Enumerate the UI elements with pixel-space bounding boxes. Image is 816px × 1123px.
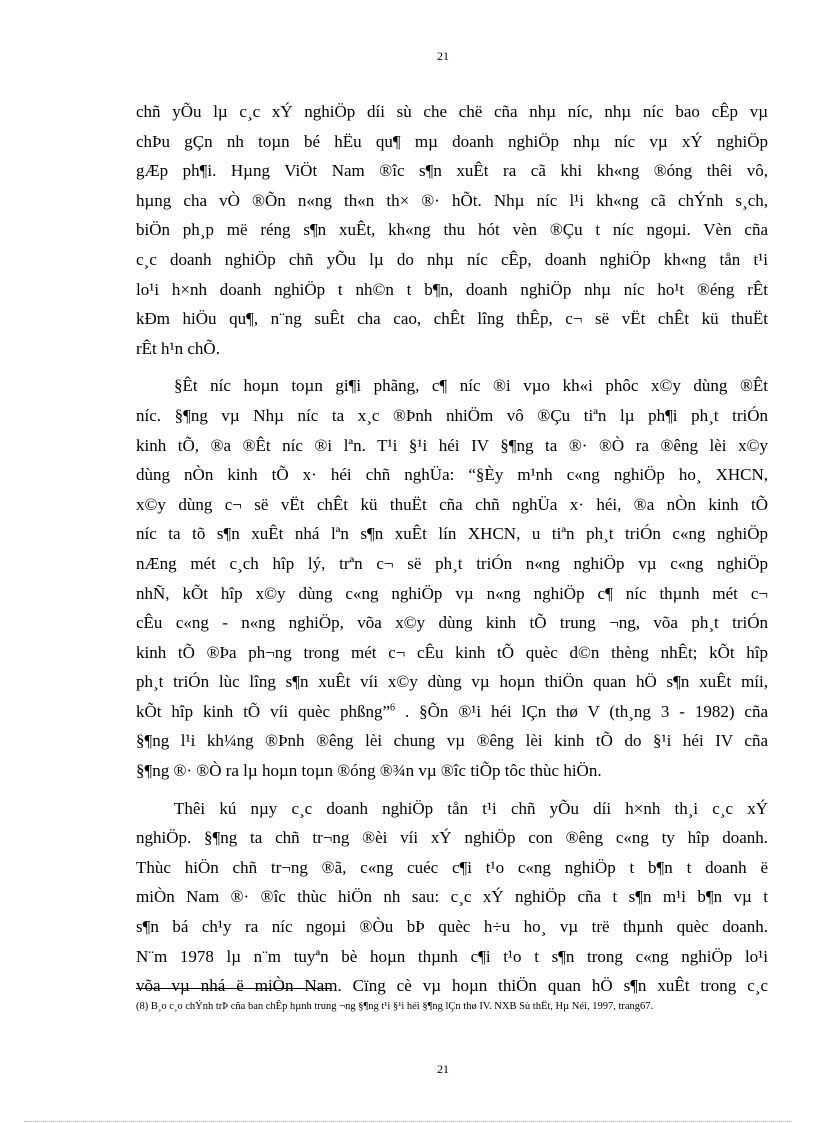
text-segment: kÕt hîp kinh tÕ víi quèc phßng”: [136, 701, 391, 721]
text-line: s¶n bá ch¹y ra níc ngoµi ®Òu bÞ quèc h÷u ho¸ vµ trë thµnh quèc doanh.: [136, 917, 768, 937]
text-line: kÐm hiÖu qu¶, n¨ng suÊt cha cao, chÊt lîng thÊp, c¬ së vËt chÊt kü thuËt: [136, 309, 768, 329]
text-line: c¸c doanh nghiÖp chñ yÕu lµ do nhµ níc cÊp, doanh nghiÖp kh«ng tån t¹i: [136, 249, 768, 269]
text-line: Thùc hiÖn chñ tr¬ng ®ã, c«ng cuéc c¶i t¹o c«ng nghiÖp t b¶n t doanh ë: [136, 857, 768, 877]
paragraph-1: [136, 97, 768, 363]
text-line: N¨m 1978 lµ n¨m tuyªn bè hoµn thµnh c¶i t¹o t s¶n trong c«ng nghiÖp lo¹i: [136, 946, 768, 966]
text-line: §Êt níc hoµn toµn gi¶i phãng, c¶ níc ®i vµo kh«i phôc x©y dùng ®Êt: [174, 376, 768, 396]
page-number-top: 21: [437, 49, 449, 63]
text-line-with-footnote: [136, 697, 768, 727]
text-line: ph¸t triÓn lùc lîng s¶n xuÊt víi x©y dùng vµ hoµn thiÖn quan hÖ s¶n xuÊt míi,: [136, 672, 768, 692]
text-line: miÒn Nam ®· ®îc thùc hiÖn nh sau: c¸c xÝ nghiÖp cña t s¶n m¹i b¶n vµ t: [136, 887, 768, 907]
text-line: dùng nÒn kinh tÕ x· héi chñ nghÜa: “§Èy m¹nh c«ng nghiÖp ho¸ XHCN,: [136, 465, 768, 485]
text-line: chñ yÕu lµ c¸c xÝ nghiÖp díi sù che chë cña nhµ níc, nhµ níc bao cÊp vµ: [136, 102, 768, 121]
page-bottom-border: [24, 1121, 792, 1122]
text-line: §¶ng l¹i kh¼ng ®Þnh ®êng lèi chung vµ ®êng lèi kinh tÕ do §¹i héi IV cña: [136, 731, 768, 751]
footnote-reference[interactable]: 6: [390, 702, 396, 714]
text-line: níc ta tõ s¶n xuÊt nhá lªn s¶n xuÊt lín XHCN, u tiªn ph¸t triÓn c«ng nghiÖp: [136, 524, 768, 544]
text-line: gÆp ph¶i. Hµng ViÖt Nam ®îc s¶n xuÊt ra cã khi kh«ng ®óng thêi vô,: [136, 161, 768, 181]
paragraph-2: [136, 371, 768, 785]
page-number-bottom: 21: [437, 1062, 449, 1076]
text-line: nghiÖp. §¶ng ta chñ tr¬ng ®èi víi xÝ nghiÖp con ®êng c«ng ty hîp doanh.: [136, 828, 768, 848]
paragraph-3: [136, 794, 768, 1001]
text-line: níc. §¶ng vµ Nhµ níc ta x¸c ®Þnh nhiÖm vô ®Çu tiªn lµ ph¶i ph¸t triÓn: [136, 405, 768, 425]
footnote-separator: [136, 988, 332, 989]
text-line: Thêi kú nµy c¸c doanh nghiÖp tån t¹i chñ yÕu díi h×nh th¸i c¸c xÝ: [174, 798, 768, 818]
text-line: cÊu c«ng - n«ng nghiÖp, võa x©y dùng kinh tÕ trung ¬ng, võa ph¸t triÓn: [136, 613, 768, 633]
text-line: rÊt h¹n chÕ.: [136, 338, 220, 358]
text-line: kinh tÕ, ®a ®Êt níc ®i lªn. T¹i §¹i héi IV §¶ng ta ®· ®Ò ra ®êng lèi x©y: [136, 435, 768, 455]
text-segment: . §Õn ®¹i héi lÇn thø V (th¸ng 3 - 1982) cña: [395, 701, 769, 721]
text-line: võa vµ nhá ë miÒn Nam. Cïng cè vµ hoµn thiÖn quan hÖ s¶n xuÊt trong c¸c: [136, 976, 768, 996]
text-line: x©y dùng c¬ së vËt chÊt kü thuËt cña chñ nghÜa x· héi, ®a nÒn kinh tÕ: [136, 494, 768, 514]
text-line: biÖn ph¸p më réng s¶n xuÊt, kh«ng thu hót vèn ®Çu t níc ngoµi. Vèn cña: [136, 220, 768, 240]
text-line: chÞu gÇn nh toµn bé hËu qu¶ mµ doanh nghiÖp nhµ níc vµ xÝ nghiÖp: [136, 131, 768, 151]
text-line: nÆng mét c¸ch hîp lý, trªn c¬ së ph¸t triÓn n«ng nghiÖp vµ c«ng nghiÖp: [136, 553, 768, 573]
text-line: lo¹i h×nh doanh nghiÖp t nh©n t b¶n, doanh nghiÖp nhµ níc ho¹t ®éng rÊt: [136, 279, 768, 299]
text-line: §¶ng ®· ®Ò ra lµ hoµn toµn ®óng ®¾n vµ ®îc tiÕp tôc thùc hiÖn.: [136, 761, 602, 781]
footnote: (8) B¸o c¸o chÝnh trÞ cña ban chÊp hµnh trung ¬ng §¶ng t¹i §¹i héi §¶ng lÇn thø IV. NXB Sù thËt, Hµ Néi, 1997, trang67.: [136, 1001, 654, 1012]
document-body: [136, 97, 768, 1001]
text-line: hµng cha vÒ ®Õn n«ng th«n th× ®· hÕt. Nhµ níc l¹i kh«ng cã chÝnh s¸ch,: [136, 190, 768, 210]
text-line: kinh tÕ ®Þa ph¬ng trong mét c¬ cÊu kinh tÕ quèc d©n thèng nhÊt; kÕt hîp: [136, 642, 768, 662]
text-line: nhÑ, kÕt hîp x©y dùng c«ng nghiÖp vµ n«ng nghiÖp c¶ níc thµnh mét c¬: [136, 583, 768, 603]
